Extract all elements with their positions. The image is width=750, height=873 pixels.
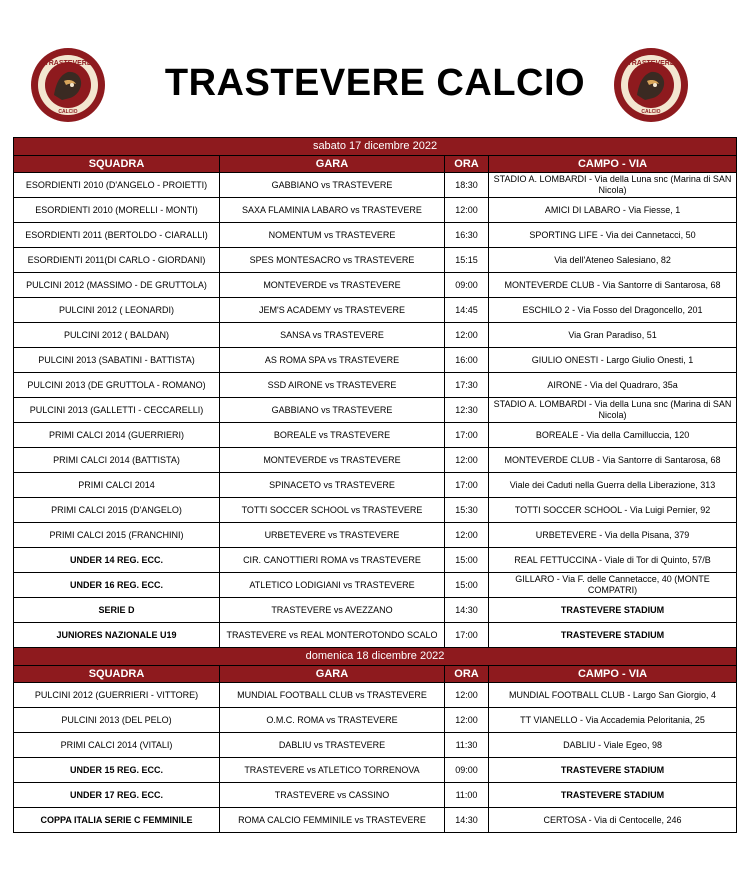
cell-gara: SAXA FLAMINIA LABARO vs TRASTEVERE (220, 198, 445, 223)
cell-campo: MONTEVERDE CLUB - Via Santorre di Santarosa, 68 (489, 448, 737, 473)
cell-ora: 11:30 (445, 733, 489, 758)
cell-gara: TOTTI SOCCER SCHOOL vs TRASTEVERE (220, 498, 445, 523)
cell-squadra: PRIMI CALCI 2015 (FRANCHINI) (14, 523, 220, 548)
cell-gara: TRASTEVERE vs REAL MONTEROTONDO SCALO (220, 623, 445, 648)
section-date: sabato 17 dicembre 2022 (14, 138, 737, 156)
cell-squadra: UNDER 16 REG. ECC. (14, 573, 220, 598)
svg-text:TRASTEVERE: TRASTEVERE (627, 60, 675, 67)
cell-campo: MUNDIAL FOOTBALL CLUB - Largo San Giorgio, 4 (489, 683, 737, 708)
cell-campo: STADIO A. LOMBARDI - Via della Luna snc (Marina di SAN Nicola) (489, 398, 737, 423)
cell-squadra: PULCINI 2013 (GALLETTI - CECCARELLI) (14, 398, 220, 423)
table-row (14, 473, 737, 498)
column-header-row (14, 666, 737, 683)
cell-gara: TRASTEVERE vs CASSINO (220, 783, 445, 808)
cell-ora: 11:00 (445, 783, 489, 808)
cell-campo: URBETEVERE - Via della Pisana, 379 (489, 523, 737, 548)
table-row (14, 348, 737, 373)
cell-campo: GILLARO - Via F. delle Cannetacce, 40 (MONTE COMPATRI) (489, 573, 737, 598)
cell-campo: TRASTEVERE STADIUM (489, 758, 737, 783)
date-row (14, 138, 737, 156)
cell-squadra: ESORDIENTI 2010 (D'ANGELO - PROIETTI) (14, 173, 220, 198)
column-header-squadra: SQUADRA (14, 156, 220, 173)
cell-campo: DABLIU - Viale Egeo, 98 (489, 733, 737, 758)
cell-squadra: COPPA ITALIA SERIE C FEMMINILE (14, 808, 220, 833)
cell-gara: TRASTEVERE vs ATLETICO TORRENOVA (220, 758, 445, 783)
cell-ora: 15:00 (445, 573, 489, 598)
cell-squadra: ESORDIENTI 2011(DI CARLO - GIORDANI) (14, 248, 220, 273)
date-row (14, 648, 737, 666)
cell-campo: TT VIANELLO - Via Accademia Peloritania, 25 (489, 708, 737, 733)
table-row (14, 323, 737, 348)
cell-gara: ATLETICO LODIGIANI vs TRASTEVERE (220, 573, 445, 598)
cell-campo: TOTTI SOCCER SCHOOL - Via Luigi Pernier, 92 (489, 498, 737, 523)
table-row (14, 758, 737, 783)
cell-gara: MUNDIAL FOOTBALL CLUB vs TRASTEVERE (220, 683, 445, 708)
cell-squadra: SERIE D (14, 598, 220, 623)
cell-squadra: PRIMI CALCI 2014 (14, 473, 220, 498)
cell-ora: 16:00 (445, 348, 489, 373)
table-row (14, 808, 737, 833)
cell-campo: GIULIO ONESTI - Largo Giulio Onesti, 1 (489, 348, 737, 373)
cell-ora: 12:00 (445, 708, 489, 733)
cell-gara: SANSA vs TRASTEVERE (220, 323, 445, 348)
cell-ora: 14:45 (445, 298, 489, 323)
cell-gara: NOMENTUM vs TRASTEVERE (220, 223, 445, 248)
table-row (14, 173, 737, 198)
cell-squadra: ESORDIENTI 2011 (BERTOLDO - CIARALLI) (14, 223, 220, 248)
cell-campo: Via dell'Ateneo Salesiano, 82 (489, 248, 737, 273)
table-row (14, 273, 737, 298)
table-row (14, 683, 737, 708)
cell-squadra: PULCINI 2012 ( LEONARDI) (14, 298, 220, 323)
table-row (14, 448, 737, 473)
table-row (14, 573, 737, 598)
cell-gara: TRASTEVERE vs AVEZZANO (220, 598, 445, 623)
club-logo-left (30, 47, 106, 123)
cell-ora: 12:00 (445, 198, 489, 223)
table-row (14, 423, 737, 448)
cell-ora: 17:00 (445, 473, 489, 498)
cell-campo: SPORTING LIFE - Via dei Cannetacci, 50 (489, 223, 737, 248)
svg-text:CALCIO: CALCIO (641, 109, 661, 115)
cell-ora: 12:00 (445, 523, 489, 548)
cell-ora: 15:15 (445, 248, 489, 273)
table-row (14, 298, 737, 323)
cell-gara: SPES MONTESACRO vs TRASTEVERE (220, 248, 445, 273)
column-header-squadra: SQUADRA (14, 666, 220, 683)
cell-squadra: ESORDIENTI 2010 (MORELLI - MONTI) (14, 198, 220, 223)
column-header-ora: ORA (445, 666, 489, 683)
cell-gara: MONTEVERDE vs TRASTEVERE (220, 448, 445, 473)
cell-gara: SPINACETO vs TRASTEVERE (220, 473, 445, 498)
cell-squadra: PULCINI 2013 (DE GRUTTOLA - ROMANO) (14, 373, 220, 398)
cell-squadra: PULCINI 2013 (SABATINI - BATTISTA) (14, 348, 220, 373)
cell-ora: 12:00 (445, 323, 489, 348)
cell-campo: STADIO A. LOMBARDI - Via della Luna snc (Marina di SAN Nicola) (489, 173, 737, 198)
cell-squadra: UNDER 17 REG. ECC. (14, 783, 220, 808)
cell-ora: 09:00 (445, 273, 489, 298)
cell-ora: 18:30 (445, 173, 489, 198)
cell-ora: 17:00 (445, 623, 489, 648)
column-header-campo: CAMPO - VIA (489, 156, 737, 173)
cell-campo: REAL FETTUCCINA - Viale di Tor di Quinto, 57/B (489, 548, 737, 573)
table-row (14, 248, 737, 273)
cell-ora: 12:00 (445, 683, 489, 708)
column-header-campo: CAMPO - VIA (489, 666, 737, 683)
page-title: TRASTEVERE CALCIO (164, 62, 586, 104)
cell-squadra: PULCINI 2013 (DEL PELO) (14, 708, 220, 733)
cell-gara: MONTEVERDE vs TRASTEVERE (220, 273, 445, 298)
cell-squadra: UNDER 15 REG. ECC. (14, 758, 220, 783)
column-header-gara: GARA (220, 156, 445, 173)
cell-gara: BOREALE vs TRASTEVERE (220, 423, 445, 448)
table-row (14, 708, 737, 733)
cell-squadra: PRIMI CALCI 2014 (VITALI) (14, 733, 220, 758)
cell-squadra: PRIMI CALCI 2015 (D'ANGELO) (14, 498, 220, 523)
cell-gara: URBETEVERE vs TRASTEVERE (220, 523, 445, 548)
cell-ora: 09:00 (445, 758, 489, 783)
svg-text:TRASTEVERE: TRASTEVERE (44, 60, 92, 67)
cell-campo: ESCHILO 2 - Via Fosso del Dragoncello, 201 (489, 298, 737, 323)
cell-squadra: PULCINI 2012 (MASSIMO - DE GRUTTOLA) (14, 273, 220, 298)
cell-gara: JEM'S ACADEMY vs TRASTEVERE (220, 298, 445, 323)
cell-campo: TRASTEVERE STADIUM (489, 783, 737, 808)
cell-ora: 15:00 (445, 548, 489, 573)
table-row (14, 783, 737, 808)
cell-squadra: PULCINI 2012 ( BALDAN) (14, 323, 220, 348)
cell-campo: TRASTEVERE STADIUM (489, 623, 737, 648)
table-row (14, 498, 737, 523)
cell-campo: AIRONE - Via del Quadraro, 35a (489, 373, 737, 398)
cell-ora: 16:30 (445, 223, 489, 248)
section-date: domenica 18 dicembre 2022 (14, 648, 737, 666)
cell-gara: GABBIANO vs TRASTEVERE (220, 398, 445, 423)
cell-campo: BOREALE - Via della Camilluccia, 120 (489, 423, 737, 448)
table-row (14, 623, 737, 648)
cell-campo: Via Gran Paradiso, 51 (489, 323, 737, 348)
cell-campo: CERTOSA - Via di Centocelle, 246 (489, 808, 737, 833)
table-row (14, 198, 737, 223)
cell-gara: AS ROMA SPA vs TRASTEVERE (220, 348, 445, 373)
cell-squadra: UNDER 14 REG. ECC. (14, 548, 220, 573)
table-row (14, 373, 737, 398)
cell-gara: GABBIANO vs TRASTEVERE (220, 173, 445, 198)
cell-campo: TRASTEVERE STADIUM (489, 598, 737, 623)
cell-squadra: PRIMI CALCI 2014 (BATTISTA) (14, 448, 220, 473)
column-header-gara: GARA (220, 666, 445, 683)
table-row (14, 733, 737, 758)
cell-ora: 15:30 (445, 498, 489, 523)
svg-text:CALCIO: CALCIO (58, 109, 78, 115)
cell-squadra: PRIMI CALCI 2014 (GUERRIERI) (14, 423, 220, 448)
club-logo-right (613, 47, 689, 123)
table-row (14, 398, 737, 423)
column-header-ora: ORA (445, 156, 489, 173)
cell-gara: CIR. CANOTTIERI ROMA vs TRASTEVERE (220, 548, 445, 573)
table-row (14, 548, 737, 573)
table-row (14, 598, 737, 623)
table-row (14, 223, 737, 248)
column-header-row (14, 156, 737, 173)
cell-gara: SSD AIRONE vs TRASTEVERE (220, 373, 445, 398)
cell-campo: MONTEVERDE CLUB - Via Santorre di Santarosa, 68 (489, 273, 737, 298)
table-row (14, 523, 737, 548)
cell-campo: AMICI DI LABARO - Via Fiesse, 1 (489, 198, 737, 223)
cell-ora: 14:30 (445, 808, 489, 833)
cell-campo: Viale dei Caduti nella Guerra della Liberazione, 313 (489, 473, 737, 498)
cell-gara: O.M.C. ROMA vs TRASTEVERE (220, 708, 445, 733)
cell-ora: 17:00 (445, 423, 489, 448)
cell-ora: 12:30 (445, 398, 489, 423)
cell-ora: 12:00 (445, 448, 489, 473)
cell-ora: 14:30 (445, 598, 489, 623)
cell-ora: 17:30 (445, 373, 489, 398)
cell-squadra: PULCINI 2012 (GUERRIERI - VITTORE) (14, 683, 220, 708)
cell-squadra: JUNIORES NAZIONALE U19 (14, 623, 220, 648)
cell-gara: ROMA CALCIO FEMMINILE vs TRASTEVERE (220, 808, 445, 833)
cell-gara: DABLIU vs TRASTEVERE (220, 733, 445, 758)
schedule-table (13, 137, 737, 833)
